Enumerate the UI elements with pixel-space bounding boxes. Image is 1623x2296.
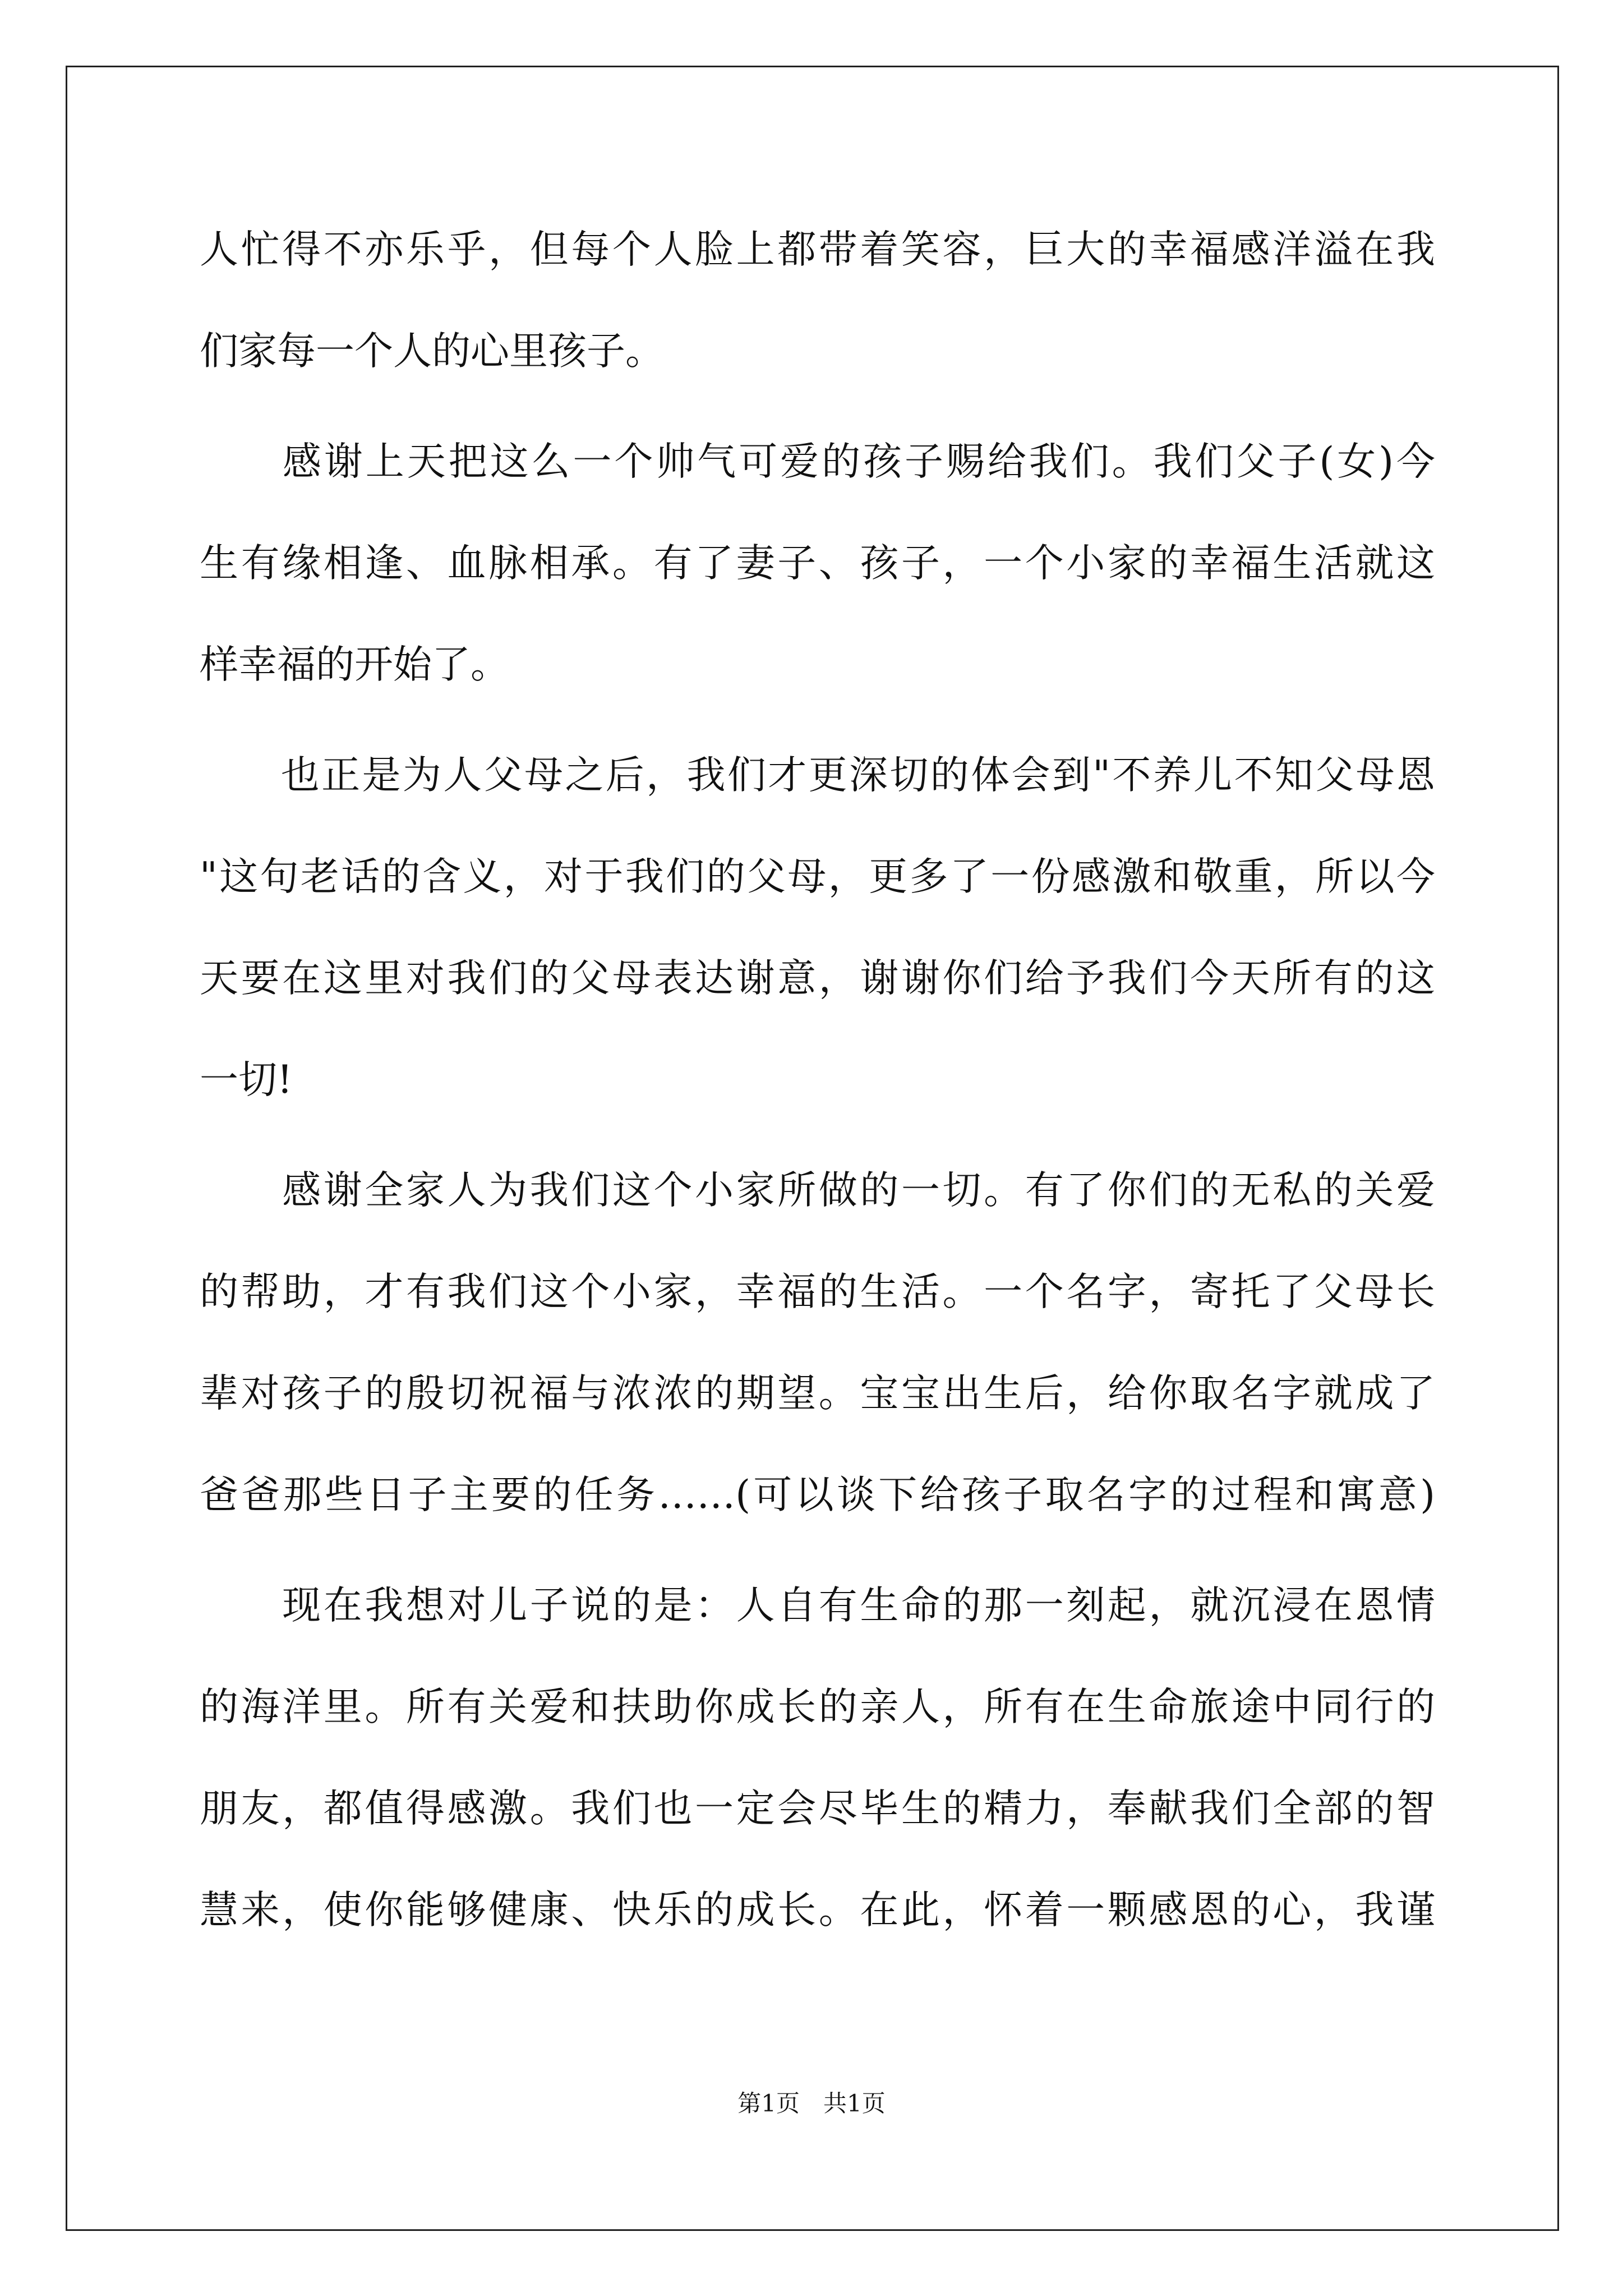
text-line: 样幸福的开始了。 [200,642,509,687]
paragraph-first-line: 感谢全家人为我们这个小家所做的一切。有了你们的无私的关爱 [200,1168,1435,1213]
text-line: 辈对孩子的殷切祝福与浓浓的期望。宝宝出生后，给你取名字就成了 [200,1371,1435,1416]
page-number-footer: 第1页 共1页 [737,2090,886,2117]
text-line: 的帮助，才有我们这个小家，幸福的生活。一个名字，寄托了父母长 [200,1269,1435,1314]
text-line: 天要在这里对我们的父母表达谢意，谢谢你们给予我们今天所有的这 [200,956,1435,1001]
text-line: 爸爸那些日子主要的任务……(可以谈下给孩子取名字的过程和寓意) [200,1473,1435,1517]
text-line: 生有缘相逢、血脉相承。有了妻子、孩子，一个小家的幸福生活就这 [200,541,1435,586]
text-line: 慧来，使你能够健康、快乐的成长。在此，怀着一颗感恩的心，我谨 [200,1888,1435,1932]
text-line: 一切! [200,1057,293,1102]
text-line: 们家每一个人的心里孩子。 [200,329,664,374]
text-line: 人忙得不亦乐乎，但每个人脸上都带着笑容，巨大的幸福感洋溢在我 [200,227,1435,272]
paragraph-first-line: 也正是为人父母之后，我们才更深切的体会到"不养儿不知父母恩 [200,753,1435,798]
text-line: 的海洋里。所有关爱和扶助你成长的亲人，所有在生命旅途中同行的 [200,1685,1435,1729]
text-line: 朋友，都值得感激。我们也一定会尽毕生的精力，奉献我们全部的智 [200,1786,1435,1831]
text-line: "这句老话的含义，对于我们的父母，更多了一份感激和敬重，所以今 [200,854,1435,899]
paragraph-first-line: 感谢上天把这么一个帅气可爱的孩子赐给我们。我们父子(女)今 [200,439,1435,484]
paragraph-first-line: 现在我想对儿子说的是：人自有生命的那一刻起，就沉浸在恩情 [200,1583,1435,1628]
